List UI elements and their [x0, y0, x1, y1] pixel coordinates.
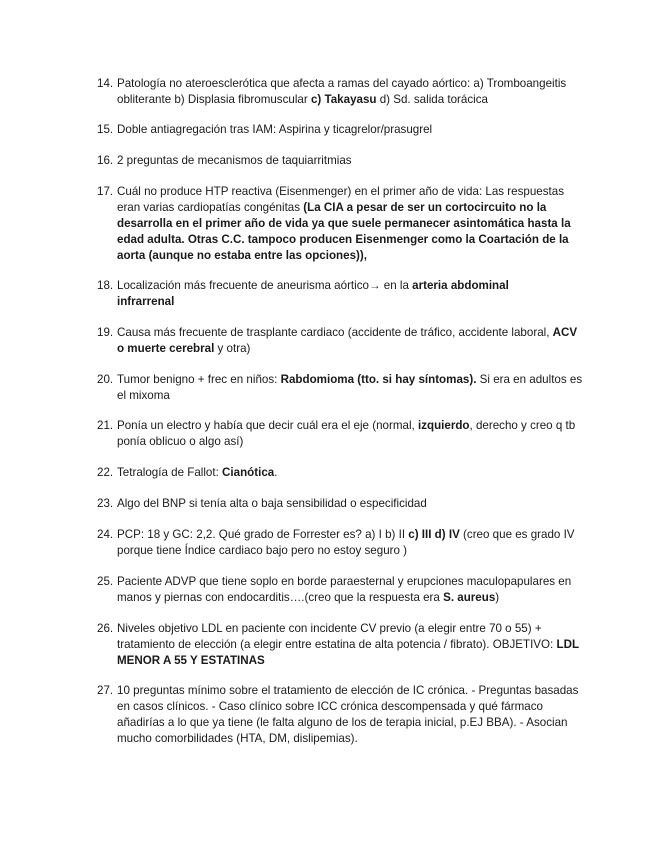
item-text: [117, 372, 587, 404]
list-item-16: [97, 153, 587, 169]
item-text-segment: Cuál no produce HTP reactiva (Eisenmenger) en el primer año de vida: Las respuestas eran varias cardiopatías congénitas: [117, 185, 565, 214]
list-item-15: [97, 122, 587, 138]
item-text-segment: Patología no ateroesclerótica que afecta a ramas del cayado aórtico: a) Tromboangeitis obliterante b) Displasia fibromuscular: [117, 77, 567, 106]
item-text-segment-bold: izquierdo: [417, 419, 470, 432]
item-text-segment-bold: Rabdomioma (tto. si hay síntomas).: [280, 373, 477, 386]
item-number: 23.: [97, 497, 114, 510]
item-text-segment-bold: c) III d) IV: [408, 528, 460, 541]
item-text: [117, 418, 587, 450]
item-text: [117, 278, 527, 310]
item-text: [117, 465, 587, 481]
item-number: 19.: [97, 326, 114, 339]
list-item-19: [97, 325, 587, 357]
item-text: [117, 184, 587, 264]
list-item-17: [97, 184, 587, 264]
item-text-segment: 2 preguntas de mecanismos de taquiarritmias: [117, 154, 352, 167]
item-number: 15.: [97, 123, 114, 136]
item-text-segment: Doble antiagregación tras IAM: Aspirina y ticagrelor/prasugrel: [117, 123, 433, 136]
item-text: [117, 496, 587, 512]
item-number: 24.: [97, 528, 114, 541]
item-text: [117, 325, 587, 357]
item-text-segment-bold: S. aureus: [443, 591, 496, 604]
list-item-14: [97, 76, 587, 108]
item-text-segment: Tetralogía de Fallot:: [117, 466, 223, 479]
item-text-segment-bold: Cianótica: [222, 466, 275, 479]
item-text-segment: Si era en adultos es el mixoma: [117, 373, 583, 402]
item-number: 27.: [97, 684, 114, 697]
item-text-segment: Niveles objetivo LDL en paciente con incidente CV previo (a elegir entre 70 o 55) + tratamiento de elección (a elegir entre estatina de alta potencia / fibrato). OBJETIVO:: [117, 622, 557, 651]
item-text: [117, 153, 587, 169]
item-text-segment: d) Sd. salida torácica: [376, 93, 488, 106]
list-item-21: [97, 418, 587, 450]
item-text-segment-bold: arteria abdominal infrarrenal: [117, 279, 509, 308]
item-text: [117, 683, 587, 747]
item-text-segment: ): [495, 591, 500, 604]
item-number: 25.: [97, 575, 114, 588]
list-item-27: [97, 683, 587, 747]
item-number: 22.: [97, 466, 114, 479]
item-text-segment-bold: ACV o muerte cerebral: [117, 326, 578, 355]
list-item-20: [97, 372, 587, 404]
list-item-26: [97, 621, 587, 669]
item-number: 17.: [97, 185, 114, 198]
item-text-segment-bold: (La CIA a pesar de ser un cortocircuito no la desarrolla en el primer año de vida ya que suele permanecer asintomática hasta la edad adulta. Otras C.C. tampoco producen Eisenmenger como la Coartación de la aorta (aunque no estaba entre las opciones)),: [117, 201, 571, 262]
item-text-segment-bold: c) Takayasu: [310, 93, 377, 106]
list-item-24: [97, 527, 587, 559]
item-text-segment: 10 preguntas mínimo sobre el tratamiento de elección de IC crónica. - Preguntas basadas en casos clínicos. - Caso clínico sobre ICC crónica descompensada y qué fármaco añadirías a lo que ya tiene (le falta alguno de los de terapia inicial, p.EJ BBA). - Asocian mucho comorbilidades (HTA, DM, dislipemias).: [117, 684, 579, 745]
list-item-23: [97, 496, 587, 512]
item-text-segment: .: [274, 466, 278, 479]
item-text: [117, 574, 587, 606]
item-text-segment: (creo que es grado IV porque tiene Índice cardiaco bajo pero no estoy seguro ): [117, 528, 575, 557]
item-text-segment: Algo del BNP si tenía alta o baja sensibilidad o especificidad: [117, 497, 427, 510]
list-item-18: [97, 278, 587, 310]
list-item-25: [97, 574, 587, 606]
item-text-segment: Paciente ADVP que tiene soplo en borde paraesternal y erupciones maculopapulares en manos y piernas con endocarditis….(creo que la respuesta era: [117, 575, 572, 604]
item-number: 16.: [97, 154, 114, 167]
item-text-segment: Ponía un electro y había que decir cuál era el eje (normal,: [117, 419, 418, 432]
item-text-segment: Causa más frecuente de trasplante cardiaco (accidente de tráfico, accidente laboral,: [117, 326, 553, 339]
item-number: 14.: [97, 77, 114, 90]
item-text-segment: , derecho y creo q tb ponía oblicuo o algo así): [117, 419, 576, 448]
item-number: 20.: [97, 373, 114, 386]
item-text: [117, 122, 587, 138]
item-text-segment-bold: LDL MENOR A 55 Y ESTATINAS: [117, 638, 579, 667]
item-text-segment: PCP: 18 y GC: 2,2. Qué grado de Forrester es? a) I b) II: [117, 528, 409, 541]
item-number: 18.: [97, 279, 114, 292]
item-number: 26.: [97, 622, 114, 635]
item-text: [117, 76, 587, 108]
item-number: 21.: [97, 419, 114, 432]
item-text: [117, 621, 587, 669]
item-text: [117, 527, 587, 559]
item-text-segment: Tumor benigno + frec en niños:: [117, 373, 281, 386]
item-text-segment: y otra): [214, 342, 251, 355]
list-item-22: [97, 465, 587, 481]
item-text-segment: Localización más frecuente de aneurisma aórtico→ en la: [117, 279, 413, 292]
